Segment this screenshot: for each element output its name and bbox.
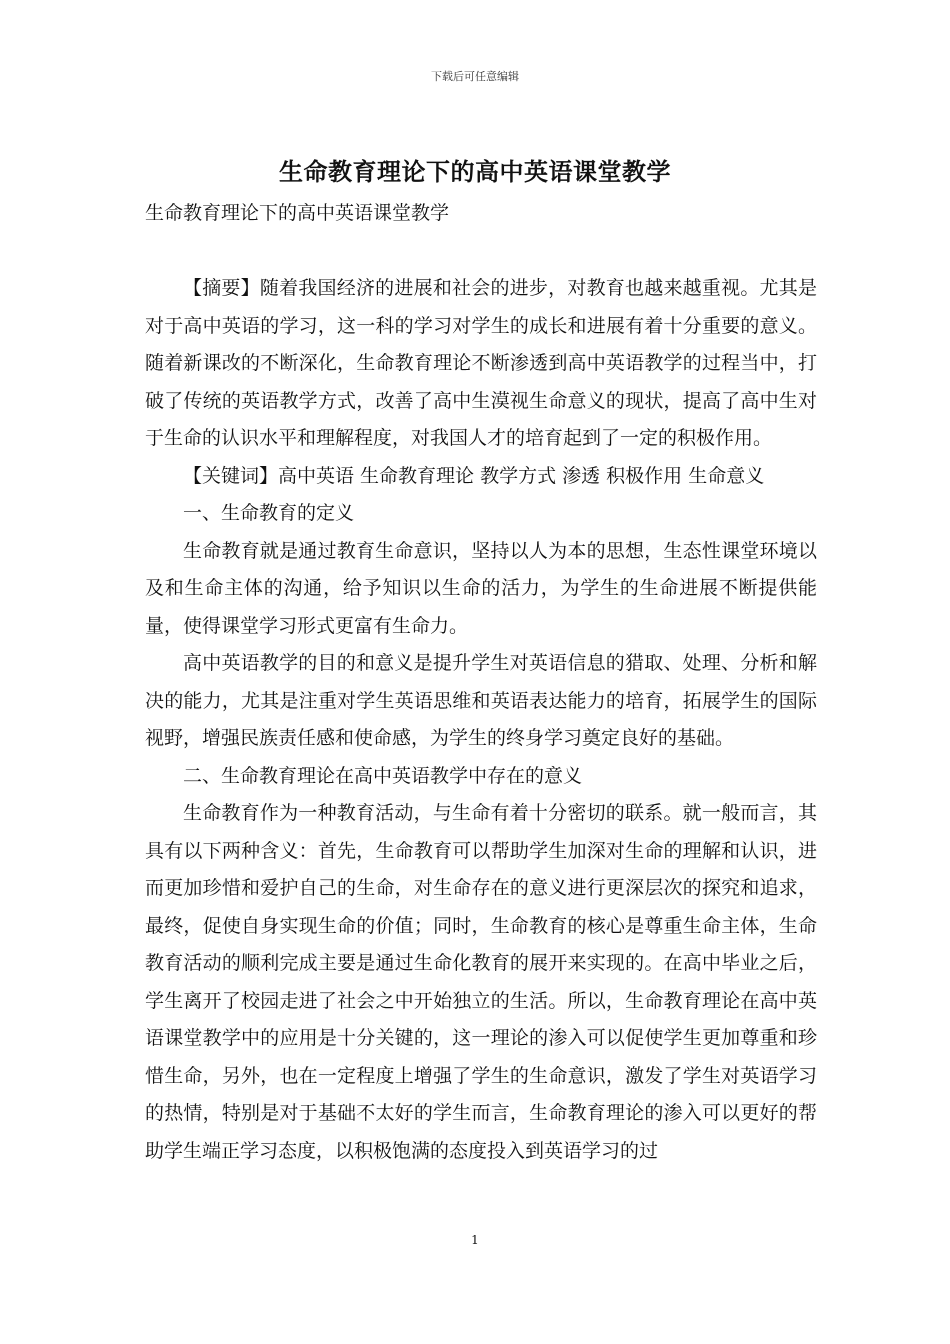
abstract-paragraph: 【摘要】随着我国经济的进展和社会的进步，对教育也越来越重视。尤其是对于高中英语的学习，这一科的学习对学生的成长和进展有着十分重要的意义。随着新课改的不断深化，生命教育理论不断渗透到高中英语教学的过程当中，打破了传统的英语教学方式，改善了高中生漠视生命意义的现状，提高了高中生对于生命的认识水平和理解程度，对我国人才的培育起到了一定的积极作用。 — [145, 277, 817, 449]
section-heading-1: 一、生命教育的定义 — [183, 502, 355, 524]
body-paragraph: 生命教育作为一种教育活动，与生命有着十分密切的联系。就一般而言，其具有以下两种含义：首先，生命教育可以帮助学生加深对生命的理解和认识，进而更加珍惜和爱护自己的生命，对生命存在的意义进行更深层次的探究和追求，最终，促使自身实现生命的价值；同时，生命教育的核心是尊重生命主体，生命教育活动的顺利完成主要是通过生命化教育的展开来实现的。在高中毕业之后，学生离开了校园走进了社会之中开始独立的生活。所以，生命教育理论在高中英语课堂教学中的应用是十分关键的，这一理论的渗入可以促使学生更加尊重和珍惜生命，另外，也在一定程度上增强了学生的生命意识，激发了学生对英语学习的热情，特别是对于基础不太好的学生而言，生命教育理论的渗入可以更好的帮助学生端正学习态度，以积极饱满的态度投入到英语学习的过 — [145, 802, 817, 1162]
body-paragraph: 生命教育就是通过教育生命意识，坚持以人为本的思想，生态性课堂环境以及和生命主体的沟通，给予知识以生命的活力，为学生的生命进展不断提供能量，使得课堂学习形式更富有生命力。 — [145, 539, 817, 637]
keywords-paragraph: 【关键词】高中英语 生命教育理论 教学方式 渗透 积极作用 生命意义 — [183, 464, 765, 487]
document-title: 生命教育理论下的高中英语课堂教学 — [279, 157, 671, 186]
document-body — [145, 270, 817, 1170]
header-note: 下载后可任意编辑 — [431, 70, 519, 83]
section-heading-2: 二、生命教育理论在高中英语教学中存在的意义 — [183, 764, 583, 787]
body-paragraph: 高中英语教学的目的和意义是提升学生对英语信息的猎取、处理、分析和解决的能力，尤其是注重对学生英语思维和英语表达能力的培育，拓展学生的国际视野，增强民族责任感和使命感，为学生的终身学习奠定良好的基础。 — [145, 652, 817, 749]
document-subtitle: 生命教育理论下的高中英语课堂教学 — [145, 202, 450, 224]
page-number: 1 — [471, 1233, 479, 1247]
